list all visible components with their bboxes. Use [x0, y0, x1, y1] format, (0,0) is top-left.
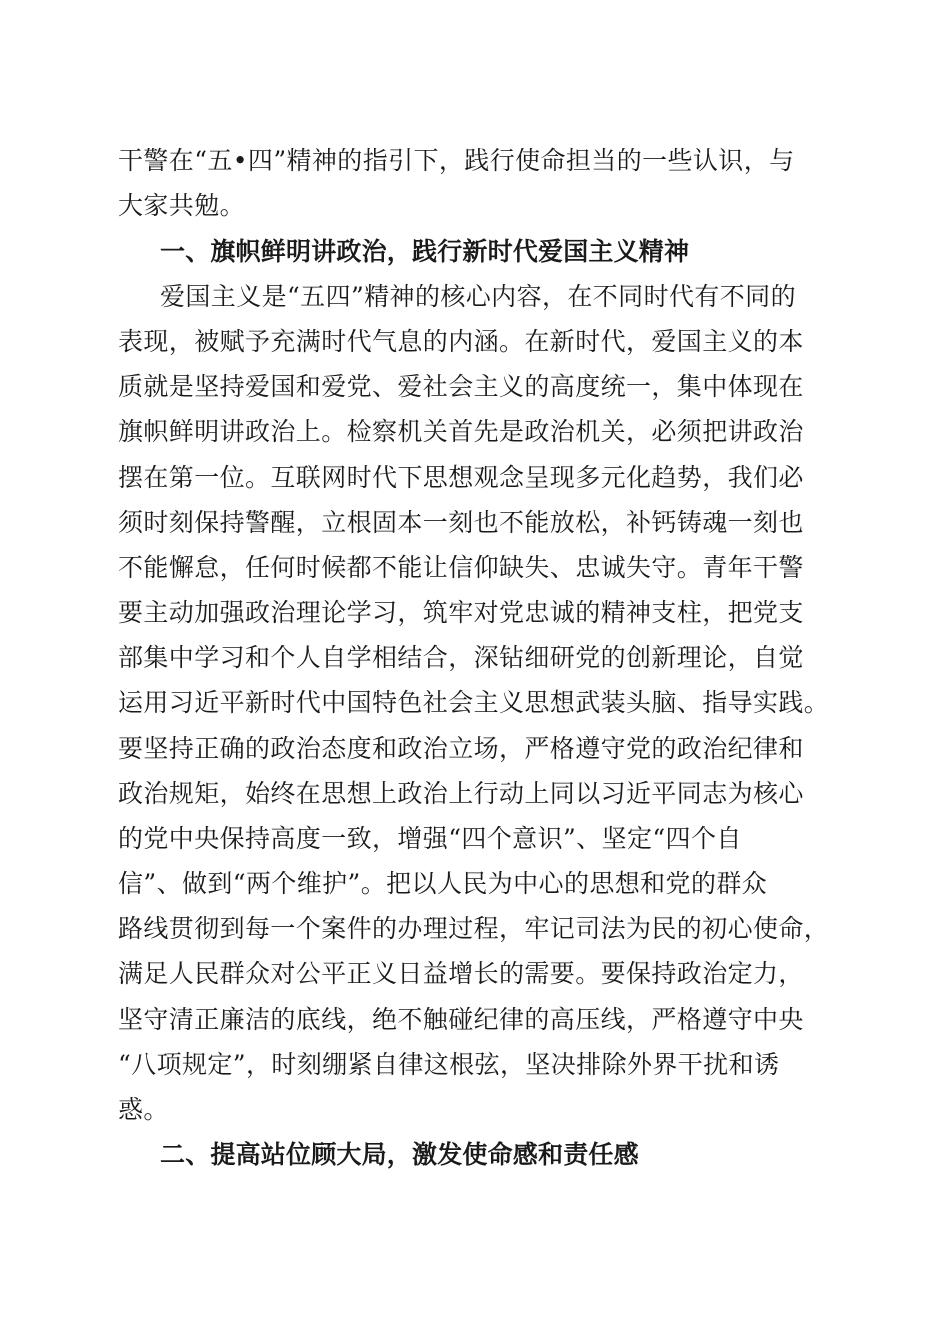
body-text-line: 部集中学习和个人自学相结合，深钻细研党的创新理论，自觉	[118, 643, 804, 672]
body-text-line: 要主动加强政治理论学习，筑牢对党忠诚的精神支柱，把党支	[118, 598, 804, 627]
body-text-line: 干警在“五•四”精神的指引下，践行使命担当的一些认识，与	[118, 146, 795, 175]
body-text-line: 要坚持正确的政治态度和政治立场，严格遵守党的政治纪律和	[118, 734, 804, 763]
body-text-line: 运用习近平新时代中国特色社会主义思想武装头脑、指导实践。	[118, 688, 830, 717]
body-text-line: 坚守清正廉洁的底线，绝不触碰纪律的高压线，严格遵守中央	[118, 1005, 804, 1034]
body-text-line: 表现，被赋予充满时代气息的内涵。在新时代，爱国主义的本	[118, 327, 804, 356]
body-text-line: 旗帜鲜明讲政治上。检察机关首先是政治机关，必须把讲政治	[118, 417, 804, 446]
body-text-line: 惑。	[118, 1095, 169, 1124]
body-text-line: 爱国主义是“五四”精神的核心内容，在不同时代有不同的	[160, 282, 796, 311]
body-text-line: 须时刻保持警醒，立根固本一刻也不能放松，补钙铸魂一刻也	[118, 508, 804, 537]
body-text-line: 满足人民群众对公平正义日益增长的需要。要保持政治定力，	[118, 959, 804, 988]
body-text-line: 摆在第一位。互联网时代下思想观念呈现多元化趋势，我们必	[118, 463, 804, 492]
section-heading-1: 一、旗帜鲜明讲政治，践行新时代爱国主义精神	[160, 237, 690, 266]
body-text-line: 政治规矩，始终在思想上政治上行动上同以习近平同志为核心	[118, 779, 804, 808]
body-text-line: “八项规定”，时刻绷紧自律这根弦，坚决排除外界干扰和诱	[118, 1050, 780, 1079]
body-text-line: 路线贯彻到每一个案件的办理过程，牢记司法为民的初心使命，	[118, 914, 830, 943]
body-text-line: 不能懈怠，任何时候都不能让信仰缺失、忠诚失守。青年干警	[118, 553, 804, 582]
body-text-line: 质就是坚持爱国和爱党、爱社会主义的高度统一，集中体现在	[118, 372, 804, 401]
body-text-line: 大家共勉。	[118, 191, 246, 220]
body-text-line: 的党中央保持高度一致，增强“四个意识”、坚定“四个自	[118, 824, 742, 853]
body-text-line: 信”、做到“两个维护”。把以人民为中心的思想和党的群众	[118, 869, 768, 898]
section-heading-2: 二、提高站位顾大局，激发使命感和责任感	[160, 1140, 639, 1169]
